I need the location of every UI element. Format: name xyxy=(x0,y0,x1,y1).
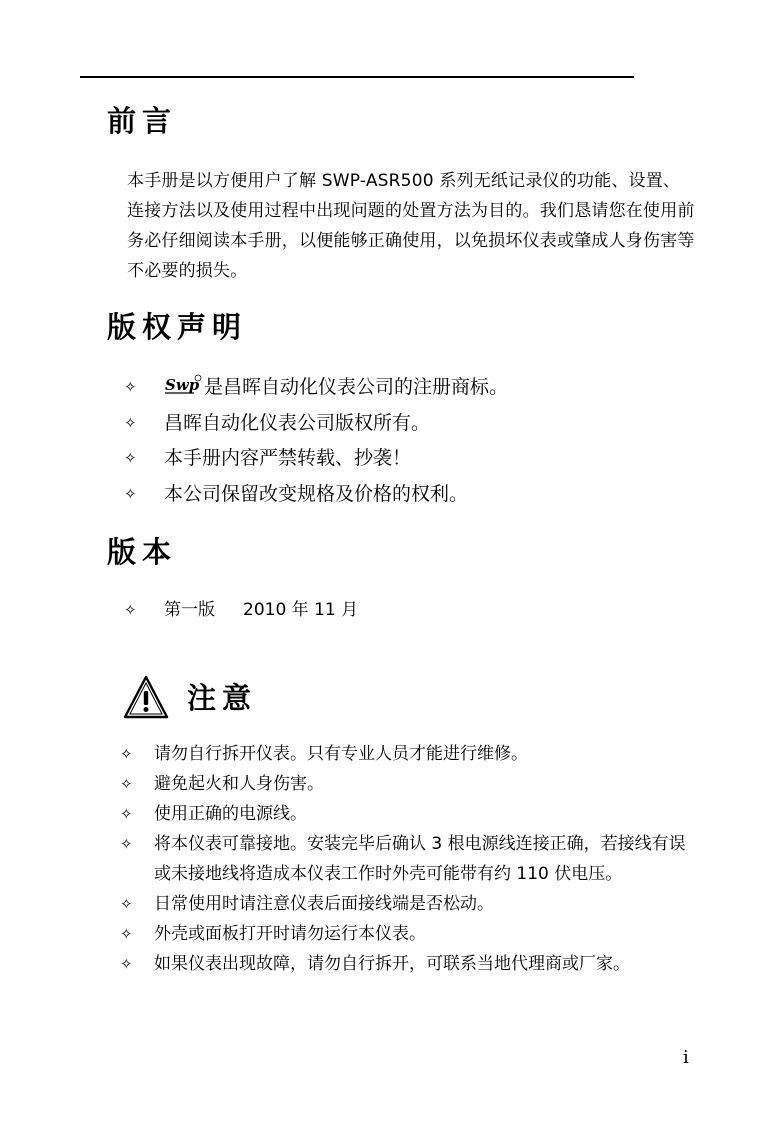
list-item xyxy=(124,479,684,515)
copyright-item-text: 本公司保留改变规格及价格的权利。 xyxy=(164,482,469,505)
bullet-icon: ✧ xyxy=(120,955,133,973)
notice-item-text: 将本仪表可靠接地。安装完毕后确认 3 根电源线连接正确，若接线有误或未接地线将造成本仪表工作时外壳可能带有约 110 伏电压。 xyxy=(154,834,686,884)
bullet-icon: ✧ xyxy=(124,413,137,432)
list-item xyxy=(124,372,684,408)
list-item xyxy=(120,919,700,949)
page-number: i xyxy=(683,1047,689,1068)
bullet-icon: ✧ xyxy=(124,484,137,503)
list-item xyxy=(120,889,700,919)
copyright-item-text: 是昌晖自动化仪表公司的注册商标。 xyxy=(204,376,509,398)
notice-item-text: 避免起火和人身伤害。 xyxy=(154,774,324,794)
top-rule xyxy=(80,76,634,78)
copyright-heading: 版权声明 xyxy=(107,310,248,344)
copyright-item-text: 昌晖自动化仪表公司版权所有。 xyxy=(164,411,431,434)
bullet-icon: ✧ xyxy=(124,449,137,467)
version-heading: 版本 xyxy=(107,535,178,569)
copyright-list xyxy=(124,372,684,514)
swp-logo xyxy=(164,374,202,396)
preface-heading: 前言 xyxy=(107,104,178,138)
list-item xyxy=(120,949,700,979)
list-item xyxy=(120,739,700,769)
swp-logo-text: Swp xyxy=(165,376,200,394)
version-date: 2010 年 11 月 xyxy=(243,600,359,620)
bullet-icon: ✧ xyxy=(120,805,133,823)
notice-item-text: 请勿自行拆开仪表。只有专业人员才能进行维修。 xyxy=(154,744,528,764)
bullet-icon: ✧ xyxy=(120,835,133,853)
notice-item-text: 外壳或面板打开时请勿运行本仪表。 xyxy=(154,924,426,944)
bullet-icon: ✧ xyxy=(120,895,133,913)
list-item xyxy=(120,769,700,799)
bullet-icon: ✧ xyxy=(120,745,133,763)
bullet-icon: ✧ xyxy=(124,378,137,396)
list-item xyxy=(124,443,684,479)
notice-item-text: 如果仪表出现故障，请勿自行拆开，可联系当地代理商或厂家。 xyxy=(154,954,630,974)
copyright-item-text: 本手册内容严禁转载、抄袭！ xyxy=(164,447,412,469)
warning-icon xyxy=(122,674,170,720)
bullet-icon: ✧ xyxy=(120,775,133,793)
preface-paragraph: 本手册是以方便用户了解 SWP-ASR500 系列无纸记录仪的功能、设置、连接方法以及使用过程中出现问题的处置方法为目的。我们恳请您在使用前务必仔细阅读本手册，以便能够正确使用，以免损坏仪表或肇成人身伤害等不必要的损失。 xyxy=(127,171,695,281)
version-edition: 第一版 xyxy=(164,600,215,620)
notice-item-text: 使用正确的电源线。 xyxy=(154,804,307,824)
list-item xyxy=(120,799,700,829)
version-line xyxy=(124,596,359,624)
notice-item-text: 日常使用时请注意仪表后面接线端是否松动。 xyxy=(154,894,494,914)
list-item xyxy=(120,829,700,889)
bullet-icon: ✧ xyxy=(120,925,133,943)
notice-heading: 注意 xyxy=(187,681,258,715)
bullet-icon: ✧ xyxy=(124,601,137,619)
list-item xyxy=(124,408,684,444)
notice-list xyxy=(120,739,700,979)
